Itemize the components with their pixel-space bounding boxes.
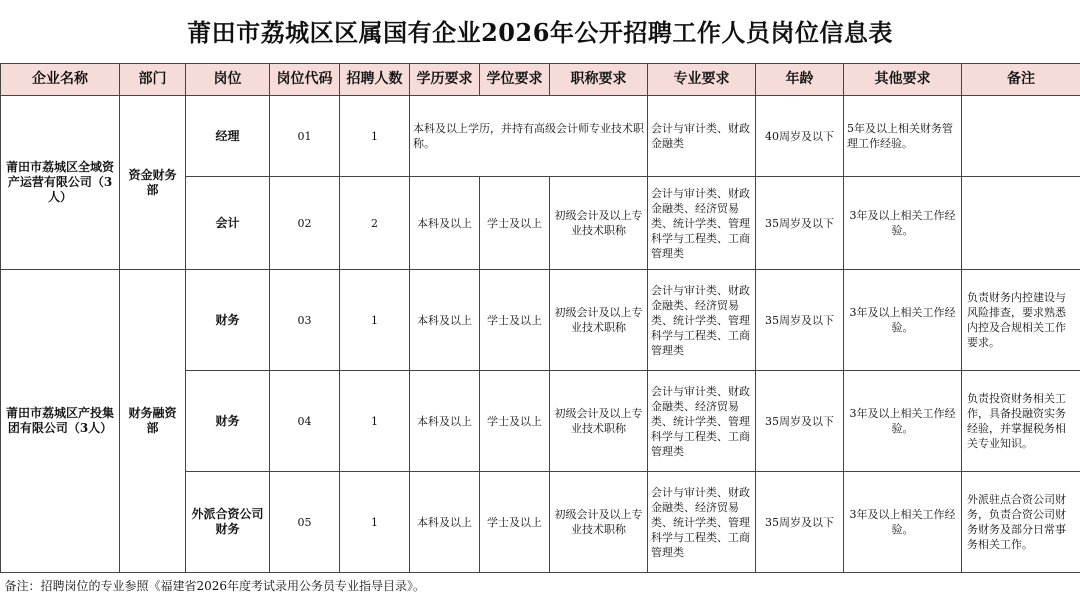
- age-cell: 40周岁及以下: [756, 96, 844, 177]
- column-header: 招聘人数: [340, 64, 410, 96]
- title-requirement-cell: 初级会计及以上专业技术职称: [550, 177, 648, 270]
- table-row: [1, 96, 1080, 177]
- education-cell: 本科及以上: [410, 270, 480, 371]
- post-code-cell: 02: [270, 177, 340, 270]
- headcount-cell: 2: [340, 177, 410, 270]
- headcount-cell: 1: [340, 371, 410, 472]
- post-cell: 财务: [186, 270, 270, 371]
- title-requirement-cell: 初级会计及以上专业技术职称: [550, 472, 648, 573]
- age-cell: 35周岁及以下: [756, 177, 844, 270]
- degree-cell: 学士及以上: [480, 177, 550, 270]
- remark-cell: 负责投资财务相关工作，具备投融资实务经验，并掌握税务相关专业知识。: [962, 371, 1080, 472]
- other-requirement-cell: 5年及以上相关财务管理工作经验。: [844, 96, 962, 177]
- degree-cell: 学士及以上: [480, 371, 550, 472]
- department-cell: 财务融资部: [120, 270, 186, 573]
- column-header: 部门: [120, 64, 186, 96]
- column-header: 职称要求: [550, 64, 648, 96]
- remark-cell: 外派驻点合资公司财务，负责合资公司财务财务及部分日常事务相关工作。: [962, 472, 1080, 573]
- other-requirement-cell: 3年及以上相关工作经验。: [844, 270, 962, 371]
- post-code-cell: 04: [270, 371, 340, 472]
- column-header: 学历要求: [410, 64, 480, 96]
- major-cell: 会计与审计类、财政金融类: [648, 96, 756, 177]
- title-requirement-cell: 初级会计及以上专业技术职称: [550, 371, 648, 472]
- headcount-cell: 1: [340, 96, 410, 177]
- post-code-cell: 01: [270, 96, 340, 177]
- other-requirement-cell: 3年及以上相关工作经验。: [844, 177, 962, 270]
- column-header: 学位要求: [480, 64, 550, 96]
- department-cell: 资金财务部: [120, 96, 186, 270]
- education-cell: 本科及以上: [410, 472, 480, 573]
- degree-cell: 学士及以上: [480, 472, 550, 573]
- column-header: 企业名称: [1, 64, 120, 96]
- education-cell: 本科及以上: [410, 177, 480, 270]
- post-cell: 经理: [186, 96, 270, 177]
- major-cell: 会计与审计类、财政金融类、经济贸易类、统计学类、管理科学与工程类、工商管理类: [648, 177, 756, 270]
- headcount-cell: 1: [340, 270, 410, 371]
- remark-cell: [962, 177, 1080, 270]
- post-cell: 外派合资公司财务: [186, 472, 270, 573]
- company-name-cell: 莆田市荔城区全域资产运营有限公司（3人）: [1, 96, 120, 270]
- post-code-cell: 03: [270, 270, 340, 371]
- post-cell: 会计: [186, 177, 270, 270]
- headcount-cell: 1: [340, 472, 410, 573]
- footnote: 备注：招聘岗位的专业参照《福建省2026年度考试录用公务员专业指导目录》。: [1, 573, 1080, 600]
- post-cell: 财务: [186, 371, 270, 472]
- age-cell: 35周岁及以下: [756, 270, 844, 371]
- major-cell: 会计与审计类、财政金融类、经济贸易类、统计学类、管理科学与工程类、工商管理类: [648, 472, 756, 573]
- column-header: 年龄: [756, 64, 844, 96]
- education-cell: 本科及以上: [410, 371, 480, 472]
- post-code-cell: 05: [270, 472, 340, 573]
- page-title: 莆田市荔城区区属国有企业2026年公开招聘工作人员岗位信息表: [187, 18, 893, 47]
- company-name-cell: 莆田市荔城区产投集团有限公司（3人）: [1, 270, 120, 573]
- column-header: 其他要求: [844, 64, 962, 96]
- remark-cell: 负责财务内控建设与风险排查，要求熟悉内控及合规相关工作要求。: [962, 270, 1080, 371]
- column-header: 专业要求: [648, 64, 756, 96]
- column-header: 备注: [962, 64, 1080, 96]
- column-header: 岗位: [186, 64, 270, 96]
- major-cell: 会计与审计类、财政金融类、经济贸易类、统计学类、管理科学与工程类、工商管理类: [648, 371, 756, 472]
- age-cell: 35周岁及以下: [756, 371, 844, 472]
- table-row: [1, 270, 1080, 371]
- degree-cell: 学士及以上: [480, 270, 550, 371]
- age-cell: 35周岁及以下: [756, 472, 844, 573]
- other-requirement-cell: 3年及以上相关工作经验。: [844, 371, 962, 472]
- table-header-row: [1, 64, 1080, 96]
- other-requirement-cell: 3年及以上相关工作经验。: [844, 472, 962, 573]
- remark-cell: [962, 96, 1080, 177]
- job-table: [0, 63, 1080, 599]
- title-requirement-cell: 初级会计及以上专业技术职称: [550, 270, 648, 371]
- column-header: 岗位代码: [270, 64, 340, 96]
- major-cell: 会计与审计类、财政金融类、经济贸易类、统计学类、管理科学与工程类、工商管理类: [648, 270, 756, 371]
- footnote-row: [1, 573, 1080, 600]
- education-requirement-cell: 本科及以上学历，并持有高级会计师专业技术职称。: [410, 96, 648, 177]
